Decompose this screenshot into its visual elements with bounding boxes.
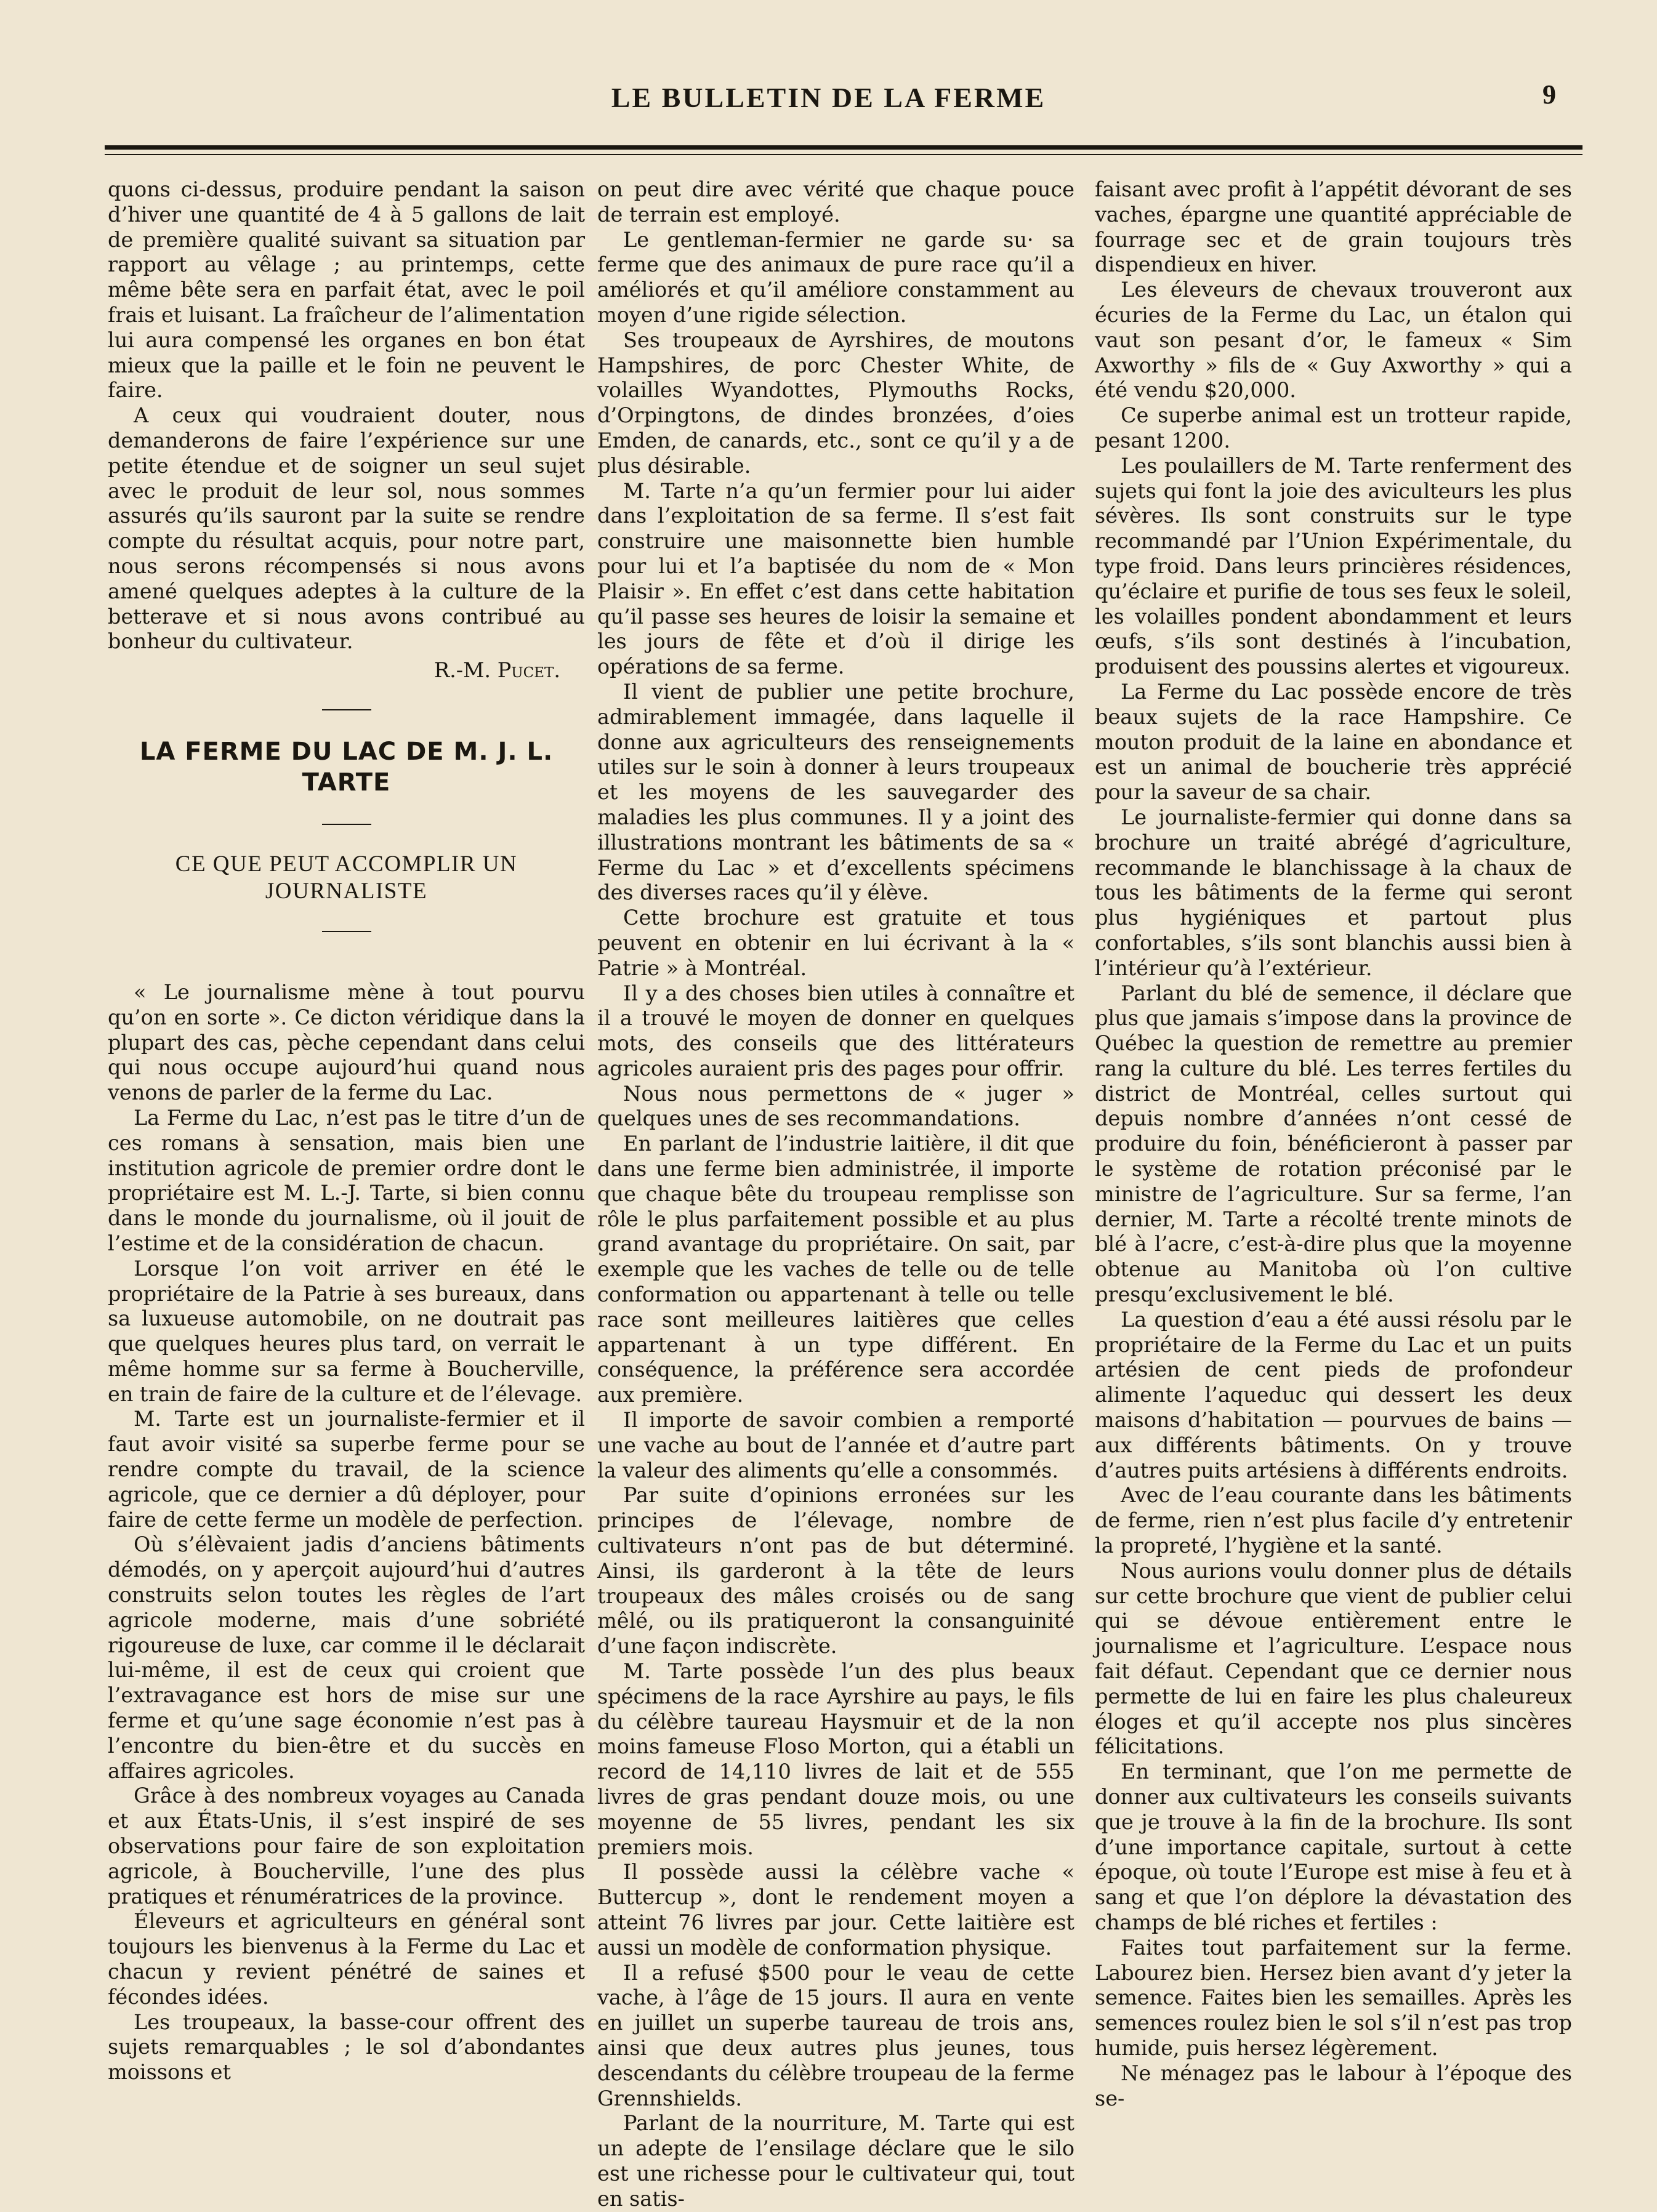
paragraph: M. Tarte est un journaliste-fermier et il faut avoir visité sa superbe ferme pour se rendre compte du travail, de la science agricole, que ce dernier a dû déployer, pour faire de cette ferme un modèle de perfection. — [108, 1407, 585, 1532]
paragraph: Il y a des choses bien utiles à connaître et il a trouvé le moyen de donner en quelques mots, des conseils que des littérateurs agricoles auraient pris des pages pour offrir. — [597, 981, 1074, 1080]
paragraph: Il importe de savoir combien a remporté une vache au bout de l’année et d’autre part la valeur des aliments qu’elle a consommés. — [597, 1408, 1074, 1482]
paragraph: Nous nous permettons de « juger » quelques unes de ses recommandations. — [597, 1081, 1074, 1131]
column-2 — [597, 177, 1074, 2212]
paragraph: Les poulaillers de M. Tarte renferment des sujets qui font la joie des aviculteurs les plus sévères. Ils sont construits sur le type recommandé par l’Union Expérimentale, du type froid. Dans leurs princières résidences, qu’éclaire et purifie de tous ses feux le soleil, les volailles pondent abondamment et leurs œufs, s’ils sont destinés à l’incubation, produisent des poussins alertes et vigoureux. — [1095, 453, 1572, 679]
column-3 — [1095, 177, 1572, 2111]
paragraph: Les éleveurs de chevaux trouveront aux écuries de la Ferme du Lac, un étalon qui vaut son pesant d’or, le fameux « Sim Axworthy » fils de « Guy Axworthy » qui a été vendu $20,000. — [1095, 278, 1572, 403]
paragraph: Faites tout parfaitement sur la ferme. Labourez bien. Hersez bien avant d’y jeter la semence. Faites bien les semailles. Après les semences roulez bien le sol s’il n’est pas trop humide, puis hersez légèrement. — [1095, 1935, 1572, 2060]
author-signature: R.-M. Pucet. — [433, 658, 560, 683]
paragraph: Grâce à des nombreux voyages au Canada et aux États-Unis, il s’est inspiré de ses observations pour faire de son exploitation agricole, à Boucherville, l’une des plus pratiques et rénumératrices de la province. — [108, 1784, 585, 1908]
paragraph: En parlant de l’industrie laitière, il dit que dans une ferme bien administrée, il importe que chaque bête du troupeau remplisse son rôle le plus parfaitement possible et au plus grand avantage du propriétaire. On sait, par exemple que les vaches de telle ou de telle conformation ou appartenant à telle ou telle race sont meilleures laitières que celles appartenant à un type différent. En conséquence, la préférence sera accordée aux première. — [597, 1132, 1074, 1407]
section-divider — [322, 824, 371, 825]
paragraph: Où s’élèvaient jadis d’anciens bâtiments démodés, on y aperçoit aujourd’hui d’autres construits selon toutes les règles de l’art agricole moderne, mais d’une sobriété rigoureuse de luxe, car comme il le déclarait lui-même, il est de ceux qui croient que l’extravagance est hors de mise sur une ferme et qu’une sage économie n’est pas à l’encontre du bien-être et du succès en affaires agricoles. — [108, 1532, 585, 1783]
paragraph: Le gentleman-fermier ne garde su· sa ferme que des animaux de pure race qu’il a améliorés et qu’il améliore constamment au moyen d’une rigide sélection. — [597, 227, 1074, 327]
paragraph: Avec de l’eau courante dans les bâtiments de ferme, rien n’est plus facile d’y entretenir la propreté, l’hygiène et la santé. — [1095, 1483, 1572, 1558]
paragraph: faisant avec profit à l’appétit dévorant de ses vaches, épargne une quantité appréciable de fourrage sec et de grain toujours très dispendieux en hiver. — [1095, 177, 1572, 277]
header-rule-thin — [105, 154, 1582, 155]
paragraph: Il vient de publier une petite brochure, admirablement immagée, dans laquelle il donne aux agriculteurs des renseignements utiles sur le soin à donner à leurs troupeaux et les moyens de les sauvegarder des maladies les plus communes. Il y a joint des illustrations montrant les bâtiments de sa « Ferme du Lac » et d’excellents spécimens des diverses races qu’il y élève. — [597, 679, 1074, 905]
article-subheading: CE QUE PEUT ACCOMPLIR UN JOURNALISTE — [175, 851, 518, 904]
paragraph: Lorsque l’on voit arriver en été le propriétaire de la Patrie à ses bureaux, dans sa luxueuse automobile, on ne doutrait pas que quelques heures plus tard, on verrait le même homme sur sa ferme à Boucherville, en train de faire de la culture et de l’élevage. — [108, 1256, 585, 1406]
paragraph: Il a refusé $500 pour le veau de cette vache, à l’âge de 15 jours. Il aura en vente en juillet un superbe taureau de trois ans, ainsi que deux autres plus jeunes, tous descendants du célèbre troupeau de la ferme Grennshields. — [597, 1960, 1074, 2110]
paragraph: Le journaliste-fermier qui donne dans sa brochure un traité abrégé d’agriculture, recommande le blanchissage à la chaux de tous les bâtiments de la ferme qui seront plus hygiéniques et partout plus confortables, s’ils sont blanchis aussi bien à l’intérieur qu’à l’extérieur. — [1095, 805, 1572, 980]
paragraph: Parlant de la nourriture, M. Tarte qui est un adepte de l’ensilage déclare que le silo est une richesse pour le cultivateur qui, tout en satis- — [597, 2111, 1074, 2211]
paragraph: M. Tarte possède l’un des plus beaux spécimens de la race Ayrshire au pays, le fils du célèbre taureau Haysmuir et de la non moins fameuse Floso Morton, qui a établi un record de 14,110 livres de lait et de 555 livres de gras pendant douze mois, ou une moyenne de 55 livres, pendant les six premiers mois. — [597, 1659, 1074, 1859]
paragraph: Éleveurs et agriculteurs en général sont toujours les bienvenus à la Ferme du Lac et chacun y revient pénétré de saines et fécondes idées. — [108, 1909, 585, 2009]
paragraph: La question d’eau a été aussi résolu par le propriétaire de la Ferme du Lac et un puits artésien de cent pieds de profondeur alimente l’aqueduc qui dessert les deux maisons d’habitation — pourvues de bains — aux différents bâtiments. On y trouve d’autres puits artésiens à différents endroits. — [1095, 1307, 1572, 1482]
paragraph: Ses troupeaux de Ayrshires, de moutons Hampshires, de porc Chester White, de volailles Wyandottes, Plymouths Rocks, d’Orpingtons, de dindes bronzées, d’oies Emden, de canards, etc., sont ce qu’il y a de plus désirable. — [597, 328, 1074, 478]
paragraph: « Le journalisme mène à tout pourvu qu’on en sorte ». Ce dicton véridique dans la plupart des cas, pèche cependant dans celui qui nous occupe aujourd’hui quand nous venons de parler de la ferme du Lac. — [108, 979, 585, 1105]
page-number: 9 — [1542, 79, 1556, 110]
paragraph: on peut dire avec vérité que chaque pouce de terrain est employé. — [597, 177, 1074, 227]
paragraph: Ne ménagez pas le labour à l’époque des se- — [1095, 2061, 1572, 2110]
paragraph: quons ci-dessus, produire pendant la saison d’hiver une quantité de 4 à 5 gallons de lait de première qualité suivant sa situation par rapport au vêlage ; au printemps, cette même bête sera en parfait état, avec le poil frais et luisant. La fraîcheur de l’alimentation lui aura compensé les organes en bon état mieux que la paille et le foin ne peuvent le faire. — [108, 177, 585, 403]
paragraph: Nous aurions voulu donner plus de détails sur cette brochure que vient de publier celui qui se dévoue entièrement entre le journalisme et l’agriculture. L’espace nous fait défaut. Cependant que ce dernier nous permette de lui en faire les plus chaleureux éloges et qu’il accepte nos plus sincères félicitations. — [1095, 1558, 1572, 1759]
paragraph: Par suite d’opinions erronées sur les principes de l’élevage, nombre de cultivateurs n’ont pas de but déterminé. Ainsi, ils garderont à la tête de leurs troupeaux des mâles croisés ou de sang mêlé, ou ils pratiqueront la consanguinité d’une façon indiscrète. — [597, 1483, 1074, 1659]
paragraph: La Ferme du Lac, n’est pas le titre d’un de ces romans à sensation, mais bien une institution agricole de premier ordre dont le propriétaire est M. L.-J. Tarte, si bien connu dans le monde du journalisme, où il jouit de l’estime et de la considération de chacun. — [108, 1105, 585, 1255]
article-heading: LA FERME DU LAC DE M. J. L. TARTE — [139, 737, 554, 797]
paragraph: Les troupeaux, la basse-cour offrent des sujets remarquables ; le sol d’abondantes moissons et — [108, 2009, 585, 2085]
paragraph: La Ferme du Lac possède encore de très beaux sujets de la race Hampshire. Ce mouton produit de la laine en abondance et est un animal de boucherie très apprécié pour la saveur de sa chair. — [1095, 679, 1572, 805]
paragraph: Il possède aussi la célèbre vache « Buttercup », dont le rendement moyen a atteint 76 livres par jour. Cette laitière est aussi un modèle de conformation physique. — [597, 1860, 1074, 1960]
header-rule-thick — [105, 145, 1582, 150]
paragraph: Parlant du blé de semence, il déclare que plus que jamais s’impose dans la province de Québec la question de remettre au premier rang la culture du blé. Les terres fertiles du district de Montréal, celles surtout qui depuis nombre d’années n’ont cessé de produire du foin, bénéficieront à passer par le système de rotation préconisé par le ministre de l’agriculture. Sur sa ferme, l’an dernier, M. Tarte a récolté trente minots de blé à l’acre, c’est-à-dire plus que la moyenne obtenue au Manitoba où l’on cultive presqu’exclusivement le blé. — [1095, 981, 1572, 1307]
paragraph: A ceux qui voudraient douter, nous demanderons de faire l’expérience sur une petite étendue et de soigner un seul sujet avec le produit de leur sol, nous sommes assurés qu’ils sauront par la suite se rendre compte du résultat acquis, pour notre part, nous serons récompensés si nous avons amené quelques adeptes à la culture de la betterave et si nous avons contribué au bonheur du cultivateur. — [108, 403, 585, 654]
paragraph: M. Tarte n’a qu’un fermier pour lui aider dans l’exploitation de sa ferme. Il s’est fait construire une maisonnette bien humble pour lui et l’a baptisée du nom de « Mon Plaisir ». En effet c’est dans cette habitation qu’il passe ses heures de loisir la semaine et les jours de fête et d’où il dirige les opérations de sa ferme. — [597, 478, 1074, 679]
column-1 — [108, 177, 585, 2085]
section-divider — [322, 931, 371, 932]
paragraph: Cette brochure est gratuite et tous peuvent en obtenir en lui écrivant à la « Patrie » à Montréal. — [597, 906, 1074, 980]
paragraph: En terminant, que l’on me permette de donner aux cultivateurs les conseils suivants que je trouve à la fin de la brochure. Ils sont d’une importance capitale, surtout à cette époque, où toute l’Europe est mise à feu et à sang et que l’on déplore la dévastation des champs de blé riches et fertiles : — [1095, 1760, 1572, 1934]
page-header-title: LE BULLETIN DE LA FERME — [611, 82, 1046, 113]
paragraph: Ce superbe animal est un trotteur rapide, pesant 1200. — [1095, 403, 1572, 452]
section-divider — [322, 709, 371, 710]
